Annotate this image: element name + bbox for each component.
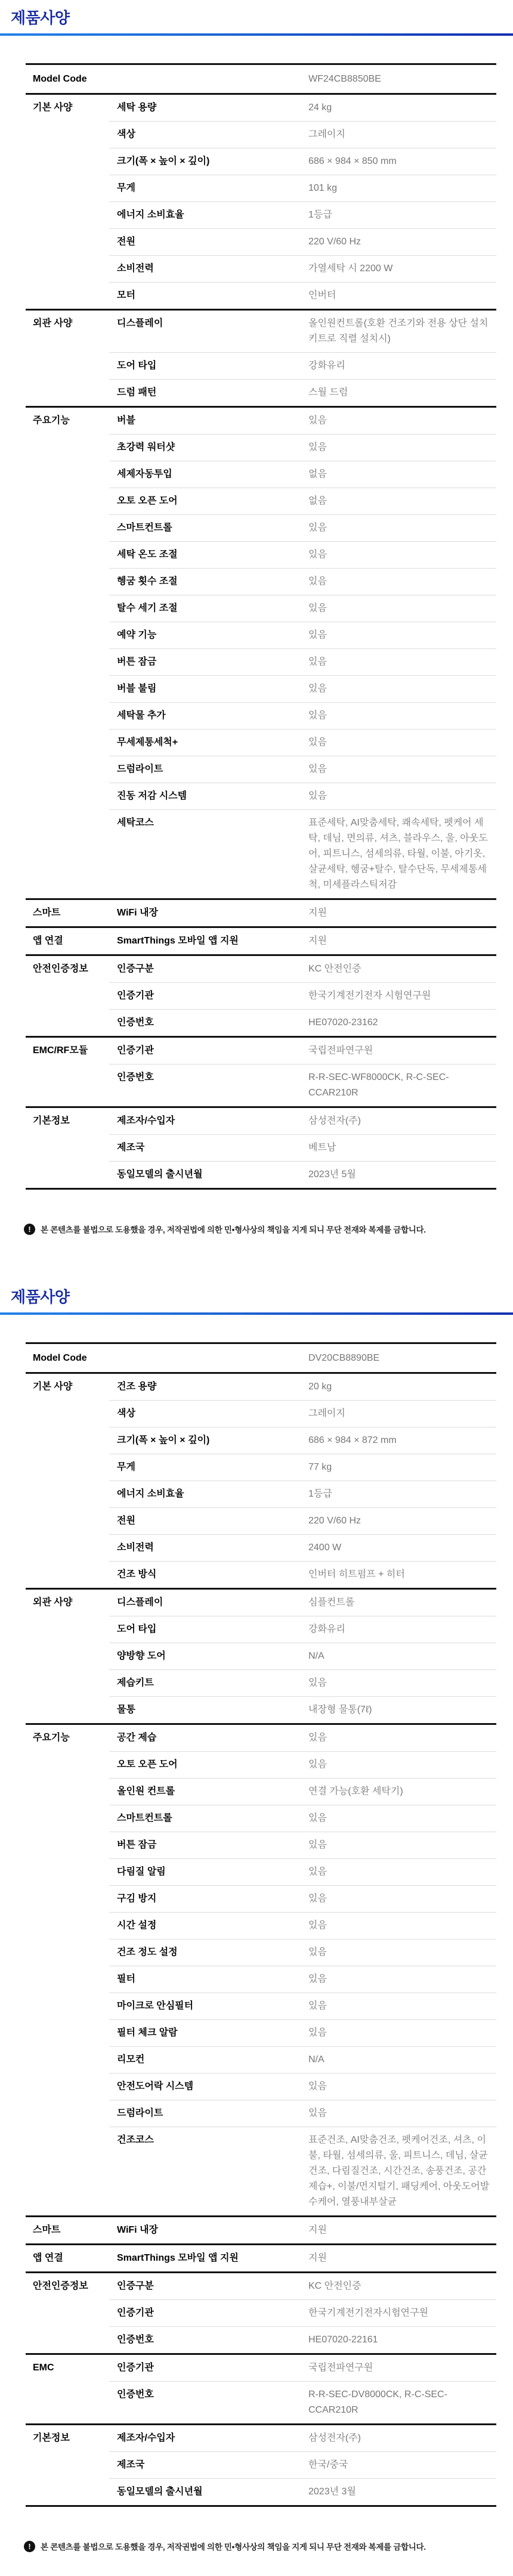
row-value: 없음 bbox=[308, 469, 327, 479]
spec-section-dryer bbox=[0, 1279, 513, 2552]
spec-row bbox=[109, 1590, 496, 1616]
row-value: 지원 bbox=[308, 908, 327, 918]
row-label: 세탁 온도 조절 bbox=[117, 550, 178, 560]
spec-row bbox=[109, 2478, 496, 2505]
row-value: 있음 bbox=[308, 550, 327, 560]
row-label: 버블 bbox=[117, 415, 135, 426]
row-label: 크기(폭 × 높이 × 깊이) bbox=[117, 156, 210, 166]
row-value: 삼성전자(주) bbox=[308, 2433, 361, 2443]
row-label: 진동 저감 시스템 bbox=[117, 791, 187, 801]
row-label: 건조 용량 bbox=[117, 1382, 157, 1392]
row-value: 지원 bbox=[308, 2253, 327, 2263]
group-rows bbox=[109, 1725, 496, 2215]
row-label: 도어 타입 bbox=[117, 1624, 157, 1634]
group-rows bbox=[109, 2217, 496, 2243]
row-label: 동일모델의 출시년월 bbox=[117, 2487, 203, 2497]
spec-table bbox=[26, 1342, 496, 2507]
group-label: 스마트 bbox=[33, 908, 61, 918]
row-value: 있음 bbox=[308, 630, 327, 640]
spec-group bbox=[26, 408, 496, 900]
row-label: 에너지 소비효율 bbox=[117, 210, 184, 220]
row-label: 디스플레이 bbox=[117, 318, 163, 328]
row-value: KC 안전인증 bbox=[308, 964, 361, 974]
group-label: 기본정보 bbox=[33, 2433, 70, 2443]
row-label: 전원 bbox=[117, 1516, 135, 1526]
row-value: 686 × 984 × 872 mm bbox=[308, 1435, 397, 1445]
group-rows bbox=[109, 2245, 496, 2271]
group-label: EMC/RF모듈 bbox=[33, 1045, 88, 1056]
row-value: 스월 드럼 bbox=[308, 387, 348, 398]
row-label: 버튼 잠금 bbox=[117, 1840, 157, 1850]
row-label: 필터 체크 알람 bbox=[117, 2028, 178, 2038]
row-value: 있음 bbox=[308, 603, 327, 613]
row-label: 제조국 bbox=[117, 1143, 145, 1153]
spec-group bbox=[26, 311, 496, 408]
row-value: 있음 bbox=[308, 1974, 327, 1984]
group-rows bbox=[109, 956, 496, 1036]
row-label: 전원 bbox=[117, 237, 135, 247]
row-label: 인증구분 bbox=[117, 2281, 154, 2291]
spec-row bbox=[109, 2100, 496, 2127]
spec-row bbox=[109, 1858, 496, 1885]
spec-row bbox=[109, 1134, 496, 1161]
row-value: 있음 bbox=[308, 791, 327, 801]
spec-row bbox=[109, 2046, 496, 2073]
spec-row bbox=[109, 1966, 496, 1992]
row-value: 국립전파연구원 bbox=[308, 1045, 373, 1056]
spec-row bbox=[109, 1454, 496, 1481]
group-rows bbox=[109, 1590, 496, 1723]
row-label: 공간 제습 bbox=[117, 1733, 157, 1743]
row-value: 2400 W bbox=[308, 1543, 342, 1553]
spec-row bbox=[109, 461, 496, 488]
row-value: 있음 bbox=[308, 523, 327, 533]
spec-row bbox=[109, 352, 496, 379]
row-label: 초강력 워터샷 bbox=[117, 442, 175, 452]
row-value: 있음 bbox=[308, 2001, 327, 2011]
spec-row bbox=[109, 282, 496, 309]
group-rows bbox=[109, 1038, 496, 1106]
row-label: 양방향 도어 bbox=[117, 1651, 166, 1661]
row-label: 필터 bbox=[117, 1974, 135, 1984]
spec-row bbox=[109, 783, 496, 809]
spec-row bbox=[109, 1832, 496, 1858]
row-value: N/A bbox=[308, 1651, 325, 1661]
row-label: 인증번호 bbox=[117, 2335, 154, 2345]
group-rows bbox=[109, 928, 496, 954]
row-value: 올인원컨트롤(호환 건조기와 전용 상단 설치 키트로 직렬 설치시) bbox=[308, 318, 489, 344]
spec-row bbox=[109, 648, 496, 675]
group-rows bbox=[109, 2425, 496, 2505]
title-underline bbox=[0, 33, 513, 36]
model-code-row bbox=[26, 1344, 496, 1374]
spec-group bbox=[26, 1108, 496, 1190]
model-code-value: DV20CB8890BE bbox=[308, 1352, 380, 1363]
row-label: 시간 설정 bbox=[117, 1920, 157, 1931]
spec-row bbox=[109, 121, 496, 148]
row-value: 101 kg bbox=[308, 183, 338, 193]
row-value: 강화유리 bbox=[308, 361, 345, 371]
row-value: 내장형 물통(7ℓ) bbox=[308, 1705, 372, 1715]
row-value: 있음 bbox=[308, 737, 327, 747]
row-label: 무게 bbox=[117, 1462, 135, 1472]
spec-row bbox=[109, 1616, 496, 1643]
row-label: 인증번호 bbox=[117, 1017, 154, 1028]
row-label: 드럼라이트 bbox=[117, 2108, 163, 2118]
row-label: 제조자/수입자 bbox=[117, 1116, 175, 1126]
row-value: 220 V/60 Hz bbox=[308, 237, 361, 247]
row-value: 있음 bbox=[308, 1867, 327, 1877]
spec-row bbox=[109, 148, 496, 175]
row-value: 한국/중국 bbox=[308, 2460, 348, 2470]
spec-row bbox=[109, 1561, 496, 1588]
row-value: 강화유리 bbox=[308, 1624, 345, 1634]
warning-icon: ! bbox=[24, 2541, 35, 2552]
row-label: 버블 불림 bbox=[117, 684, 157, 694]
row-label: WiFi 내장 bbox=[117, 2225, 158, 2235]
spec-row bbox=[109, 1534, 496, 1561]
spec-row bbox=[109, 595, 496, 622]
spec-row bbox=[109, 1108, 496, 1134]
row-value: 있음 bbox=[308, 657, 327, 667]
row-label: 세탁물 추가 bbox=[117, 710, 166, 721]
row-value: 삼성전자(주) bbox=[308, 1116, 361, 1126]
spec-section-washer bbox=[0, 0, 513, 1235]
row-label: 다림질 알림 bbox=[117, 1867, 166, 1877]
row-label: 도어 타입 bbox=[117, 361, 157, 371]
spec-row bbox=[109, 2451, 496, 2478]
row-value: 있음 bbox=[308, 2108, 327, 2118]
spec-group bbox=[26, 95, 496, 311]
spec-row bbox=[109, 379, 496, 406]
spec-row bbox=[109, 228, 496, 255]
spec-row bbox=[109, 702, 496, 729]
spec-row bbox=[109, 514, 496, 541]
row-value: HE07020-23162 bbox=[308, 1017, 378, 1028]
row-label: 버튼 잠금 bbox=[117, 657, 157, 667]
spec-group bbox=[26, 2217, 496, 2245]
spec-group bbox=[26, 2355, 496, 2425]
row-value: 심플컨트롤 bbox=[308, 1597, 355, 1607]
spec-row bbox=[109, 809, 496, 898]
row-label: 탈수 세기 조절 bbox=[117, 603, 178, 613]
spec-row bbox=[109, 1696, 496, 1723]
row-label: 에너지 소비효율 bbox=[117, 1489, 184, 1499]
row-label: WiFi 내장 bbox=[117, 908, 158, 918]
row-label: 인증기관 bbox=[117, 2308, 154, 2318]
spec-row bbox=[109, 1992, 496, 2019]
row-value: 686 × 984 × 850 mm bbox=[308, 156, 397, 166]
row-value: 있음 bbox=[308, 1733, 327, 1743]
spec-row bbox=[109, 568, 496, 595]
group-label: 기본정보 bbox=[33, 1116, 70, 1126]
spec-group bbox=[26, 2273, 496, 2355]
group-label: 앱 연결 bbox=[33, 2253, 63, 2263]
group-label: 안전인증정보 bbox=[33, 964, 88, 974]
spec-group bbox=[26, 2425, 496, 2507]
row-value: 국립전파연구원 bbox=[308, 2363, 373, 2373]
spec-row bbox=[109, 928, 496, 954]
row-value: 있음 bbox=[308, 2028, 327, 2038]
spec-row bbox=[109, 175, 496, 201]
group-rows bbox=[109, 2355, 496, 2423]
spec-row bbox=[109, 2326, 496, 2353]
row-label: 크기(폭 × 높이 × 깊이) bbox=[117, 1435, 210, 1445]
spec-row bbox=[109, 95, 496, 121]
copyright-text: 본 콘텐츠를 불법으로 도용했을 경우, 저작권법에 의한 민•형사상의 책임을 지게 되니 무단 전재와 복제를 금합니다. bbox=[41, 1225, 426, 1234]
row-value: 있음 bbox=[308, 684, 327, 694]
row-value: 있음 bbox=[308, 710, 327, 721]
spec-row bbox=[109, 2245, 496, 2271]
spec-row bbox=[109, 900, 496, 926]
row-value: 지원 bbox=[308, 936, 327, 946]
row-label: 인증기관 bbox=[117, 1045, 154, 1056]
row-label: 무게 bbox=[117, 183, 135, 193]
spec-row bbox=[109, 434, 496, 461]
row-value: 가열세탁 시 2200 W bbox=[308, 263, 393, 274]
row-value: 있음 bbox=[308, 1813, 327, 1823]
spec-row bbox=[109, 1939, 496, 1966]
row-label: 색상 bbox=[117, 1408, 135, 1419]
row-label: 올인원 컨트롤 bbox=[117, 1786, 175, 1796]
row-label: 동일모델의 출시년월 bbox=[117, 1169, 203, 1180]
page-title: 제품사양 bbox=[11, 1288, 70, 1306]
group-rows bbox=[109, 408, 496, 898]
spec-row bbox=[109, 2073, 496, 2100]
spec-row bbox=[109, 2425, 496, 2451]
spec-row bbox=[109, 1374, 496, 1400]
spec-row bbox=[109, 541, 496, 568]
row-value: 없음 bbox=[308, 496, 327, 506]
row-label: 색상 bbox=[117, 129, 135, 139]
row-value: 있음 bbox=[308, 576, 327, 586]
row-label: 스마트컨트롤 bbox=[117, 1813, 172, 1823]
row-value: 그레이지 bbox=[308, 129, 345, 139]
spec-row bbox=[109, 982, 496, 1009]
spec-row bbox=[109, 408, 496, 434]
spec-row bbox=[109, 1643, 496, 1669]
group-rows bbox=[109, 2273, 496, 2353]
group-label: 앱 연결 bbox=[33, 936, 63, 946]
row-value: 인버터 bbox=[308, 290, 336, 300]
row-value: 있음 bbox=[308, 415, 327, 426]
spec-group bbox=[26, 1590, 496, 1725]
row-label: 오토 오픈 도어 bbox=[117, 1759, 178, 1770]
group-rows bbox=[109, 1108, 496, 1188]
spec-group bbox=[26, 956, 496, 1038]
spec-row bbox=[109, 1481, 496, 1507]
row-value: 있음 bbox=[308, 2081, 327, 2091]
spec-row bbox=[109, 488, 496, 514]
group-label: 기본 사양 bbox=[33, 103, 73, 113]
spec-row bbox=[109, 675, 496, 702]
copyright-note bbox=[24, 1223, 513, 1235]
page-title: 제품사양 bbox=[11, 9, 70, 27]
spec-row bbox=[109, 1725, 496, 1751]
group-label: 주요기능 bbox=[33, 1733, 70, 1743]
group-label: 외관 사양 bbox=[33, 318, 73, 328]
row-value: 그레이지 bbox=[308, 1408, 345, 1419]
spec-row bbox=[109, 622, 496, 648]
row-label: 예약 기능 bbox=[117, 630, 157, 640]
spec-row bbox=[109, 1161, 496, 1188]
spec-groups bbox=[26, 1374, 496, 2507]
row-label: 인증번호 bbox=[117, 2389, 154, 2400]
spec-groups bbox=[26, 95, 496, 1190]
group-rows bbox=[109, 95, 496, 309]
row-label: 건조 방식 bbox=[117, 1569, 157, 1579]
row-label: 안전도어락 시스템 bbox=[117, 2081, 194, 2091]
row-value: N/A bbox=[308, 2054, 325, 2065]
spec-row bbox=[109, 2217, 496, 2243]
spec-row bbox=[109, 1778, 496, 1805]
row-label: 구김 방지 bbox=[117, 1894, 157, 1904]
row-value: 한국기계전기전자시험연구원 bbox=[308, 2308, 428, 2318]
spec-row bbox=[109, 1507, 496, 1534]
row-label: 모터 bbox=[117, 290, 135, 300]
spec-row bbox=[109, 2299, 496, 2326]
row-label: 인증기관 bbox=[117, 2363, 154, 2373]
row-value: 지원 bbox=[308, 2225, 327, 2235]
model-code-value: WF24CB8850BE bbox=[308, 73, 381, 84]
row-value: 있음 bbox=[308, 442, 327, 452]
row-label: 인증번호 bbox=[117, 1072, 154, 1082]
row-value: 표준건조, AI맞춤건조, 펫케어건조, 셔츠, 이불, 타월, 섬세의류, 울, 피트니스, 데님, 살균건조, 다림질건조, 시간건조, 송풍건조, 공간제습+, 이불/먼지털기, 패딩케어, 아웃도어발수케어, 열풍내부살균 bbox=[308, 2135, 490, 2207]
model-code-label: Model Code bbox=[33, 1352, 87, 1363]
row-label: 물통 bbox=[117, 1705, 135, 1715]
spec-group bbox=[26, 900, 496, 928]
row-label: 제조자/수입자 bbox=[117, 2433, 175, 2443]
spec-table bbox=[26, 63, 496, 1190]
copyright-text: 본 콘텐츠를 불법으로 도용했을 경우, 저작권법에 의한 민•형사상의 책임을 지게 되니 무단 전재와 복제를 금합니다. bbox=[41, 2543, 426, 2552]
group-label: 안전인증정보 bbox=[33, 2281, 88, 2291]
row-label: 헹굼 횟수 조절 bbox=[117, 576, 178, 586]
spec-group bbox=[26, 928, 496, 956]
spec-row bbox=[109, 2019, 496, 2046]
row-value: 베트남 bbox=[308, 1143, 336, 1153]
row-value: KC 안전인증 bbox=[308, 2281, 361, 2291]
spec-row bbox=[109, 201, 496, 228]
model-code-label: Model Code bbox=[33, 73, 87, 84]
row-value: 한국기계전기전자 시험연구원 bbox=[308, 991, 431, 1001]
spec-row bbox=[109, 1751, 496, 1778]
spec-row bbox=[109, 2381, 496, 2423]
title-underline bbox=[0, 1312, 513, 1315]
row-value: 인버터 히트펌프 + 히터 bbox=[308, 1569, 405, 1579]
row-label: 리모컨 bbox=[117, 2054, 145, 2065]
row-label: 인증기관 bbox=[117, 991, 154, 1001]
spec-row bbox=[109, 2273, 496, 2299]
row-label: 디스플레이 bbox=[117, 1597, 163, 1607]
row-value: 77 kg bbox=[308, 1462, 332, 1472]
row-value: R-R-SEC-DV8000CK, R-C-SEC-CCAR210R bbox=[308, 2389, 447, 2415]
spec-row bbox=[109, 1009, 496, 1036]
spec-row bbox=[109, 2127, 496, 2215]
row-value: 있음 bbox=[308, 1894, 327, 1904]
row-value: HE07020-22161 bbox=[308, 2335, 378, 2345]
warning-icon: ! bbox=[24, 1224, 35, 1235]
row-value: 220 V/60 Hz bbox=[308, 1516, 361, 1526]
spec-row bbox=[109, 255, 496, 282]
group-label: 주요기능 bbox=[33, 415, 70, 426]
row-label: 건조 정도 설정 bbox=[117, 1947, 178, 1957]
row-label: 마이크로 안심필터 bbox=[117, 2001, 194, 2011]
model-code-row bbox=[26, 65, 496, 95]
group-label: 기본 사양 bbox=[33, 1382, 73, 1392]
spec-group bbox=[26, 1374, 496, 1590]
row-label: 오토 오픈 도어 bbox=[117, 496, 178, 506]
spec-row bbox=[109, 1885, 496, 1912]
row-label: 인증구분 bbox=[117, 964, 154, 974]
row-value: 2023년 3월 bbox=[308, 2487, 356, 2497]
row-label: 소비전력 bbox=[117, 263, 154, 274]
group-rows bbox=[109, 311, 496, 406]
spec-row bbox=[109, 756, 496, 783]
row-value: 1등급 bbox=[308, 1489, 332, 1499]
row-value: 있음 bbox=[308, 1759, 327, 1770]
row-value: 있음 bbox=[308, 1840, 327, 1850]
spec-row bbox=[109, 311, 496, 352]
row-value: R-R-SEC-WF8000CK, R-C-SEC-CCAR210R bbox=[308, 1072, 449, 1098]
row-value: 20 kg bbox=[308, 1382, 332, 1392]
row-value: 표준세탁, AI맞춤세탁, 쾌속세탁, 펫케어 세탁, 데님, 면의류, 셔츠, 블라우스, 울, 아웃도어, 피트니스, 섬세의류, 타월, 이불, 아기옷, 살균세탁, 헹굼+탈수, 탈수단독, 무세제통세척, 미세플라스틱저감 bbox=[308, 818, 488, 890]
spec-row bbox=[109, 1912, 496, 1939]
spec-row bbox=[109, 1064, 496, 1106]
spec-row bbox=[109, 2355, 496, 2381]
row-value: 24 kg bbox=[308, 103, 332, 113]
group-rows bbox=[109, 900, 496, 926]
spec-row bbox=[109, 1669, 496, 1696]
row-label: SmartThings 모바일 앱 지원 bbox=[117, 2253, 239, 2263]
spec-row bbox=[109, 1805, 496, 1832]
row-label: 제습키트 bbox=[117, 1678, 154, 1688]
row-label: 소비전력 bbox=[117, 1543, 154, 1553]
row-value: 1등급 bbox=[308, 210, 332, 220]
row-label: SmartThings 모바일 앱 지원 bbox=[117, 936, 239, 946]
row-label: 무세제통세척+ bbox=[117, 737, 178, 747]
copyright-note bbox=[24, 2540, 513, 2552]
spec-row bbox=[109, 956, 496, 982]
row-label: 세탁코스 bbox=[117, 818, 154, 828]
row-label: 건조코스 bbox=[117, 2135, 154, 2145]
row-label: 드럼라이트 bbox=[117, 764, 163, 774]
row-label: 세탁 용량 bbox=[117, 103, 157, 113]
group-label: 스마트 bbox=[33, 2225, 61, 2235]
spec-row bbox=[109, 1038, 496, 1064]
row-value: 연결 가능(호환 세탁기) bbox=[308, 1786, 403, 1796]
row-label: 세제자동투입 bbox=[117, 469, 172, 479]
group-label: EMC bbox=[33, 2363, 54, 2373]
row-label: 드럼 패턴 bbox=[117, 387, 157, 398]
group-rows bbox=[109, 1374, 496, 1588]
row-value: 2023년 5월 bbox=[308, 1169, 356, 1180]
group-label: 외관 사양 bbox=[33, 1597, 73, 1607]
spec-group bbox=[26, 1725, 496, 2217]
row-label: 스마트컨트롤 bbox=[117, 523, 172, 533]
row-value: 있음 bbox=[308, 1920, 327, 1931]
spec-row bbox=[109, 1427, 496, 1454]
row-value: 있음 bbox=[308, 764, 327, 774]
row-value: 있음 bbox=[308, 1947, 327, 1957]
spec-group bbox=[26, 1038, 496, 1108]
row-label: 제조국 bbox=[117, 2460, 145, 2470]
spec-group bbox=[26, 2245, 496, 2273]
row-value: 있음 bbox=[308, 1678, 327, 1688]
spec-row bbox=[109, 729, 496, 756]
spec-row bbox=[109, 1400, 496, 1427]
